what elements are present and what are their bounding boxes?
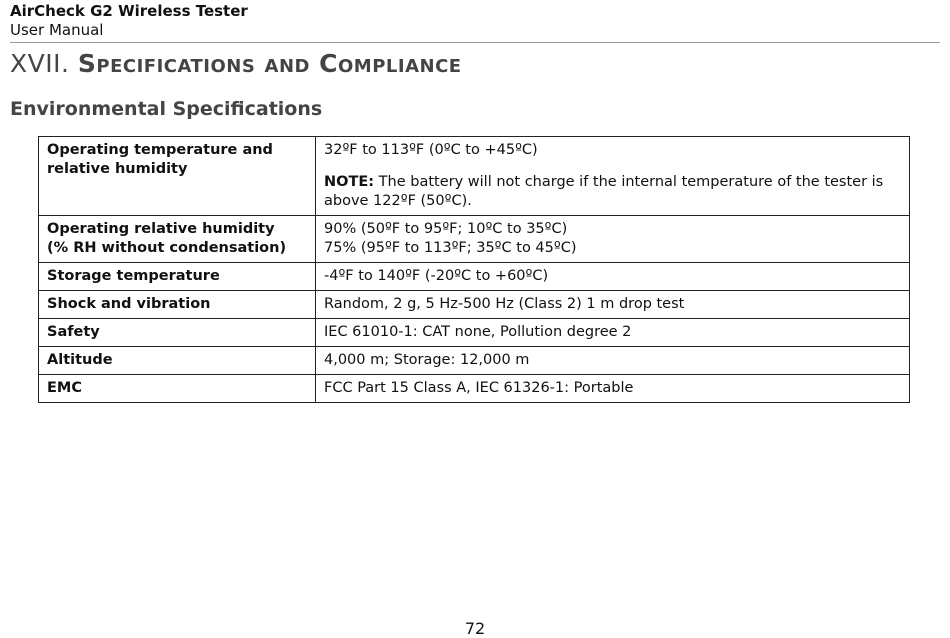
spec-label: Altitude [39, 347, 316, 375]
subsection-title: Environmental Specifications [10, 98, 323, 120]
spec-label-line: (% RH without condensation) [47, 240, 287, 256]
spec-value: IEC 61010-1: CAT none, Pollution degree 2 [316, 319, 910, 347]
page-number: 72 [464, 619, 486, 638]
document-title: AirCheck G2 Wireless Tester [10, 2, 248, 20]
spec-value [316, 216, 910, 263]
spec-label: Safety [39, 319, 316, 347]
spec-label-line: relative humidity [47, 161, 188, 177]
spec-value: FCC Part 15 Class A, IEC 61326-1: Portable [316, 375, 910, 403]
spec-value [316, 137, 910, 216]
spec-value: 4,000 m; Storage: 12,000 m [316, 347, 910, 375]
spec-value: -4ºF to 140ºF (-20ºC to +60ºC) [316, 263, 910, 291]
table-row [39, 263, 910, 291]
spec-label: Shock and vibration [39, 291, 316, 319]
document-subtitle: User Manual [10, 21, 104, 39]
spec-label [39, 216, 316, 263]
note-label: NOTE: [324, 174, 375, 190]
section-title [10, 48, 462, 80]
note-text: The battery will not charge if the internal temperature of the tester is [374, 174, 884, 190]
table-row [39, 319, 910, 347]
spec-note [324, 173, 901, 211]
table-row [39, 291, 910, 319]
note-text-continued: above 122ºF (50ºC). [324, 193, 472, 209]
table-row [39, 216, 910, 263]
table-row [39, 375, 910, 403]
spec-label: Storage temperature [39, 263, 316, 291]
running-header [10, 2, 940, 43]
table-row [39, 137, 910, 216]
environmental-specs-table [38, 136, 910, 403]
spec-label-line: Operating relative humidity [47, 221, 275, 237]
spec-value-line: 32ºF to 113ºF (0ºC to +45ºC) [324, 142, 538, 158]
spec-label [39, 137, 316, 216]
section-name: Specifications and Compliance [77, 49, 462, 78]
table-row [39, 347, 910, 375]
section-number: XVII. [10, 49, 70, 78]
spec-value-line: 90% (50ºF to 95ºF; 10ºC to 35ºC) [324, 221, 568, 237]
spec-value-line: 75% (95ºF to 113ºF; 35ºC to 45ºC) [324, 240, 577, 256]
spec-label: EMC [39, 375, 316, 403]
spec-value: Random, 2 g, 5 Hz-500 Hz (Class 2) 1 m drop test [316, 291, 910, 319]
header-divider [10, 42, 940, 43]
spec-label-line: Operating temperature and [47, 142, 273, 158]
